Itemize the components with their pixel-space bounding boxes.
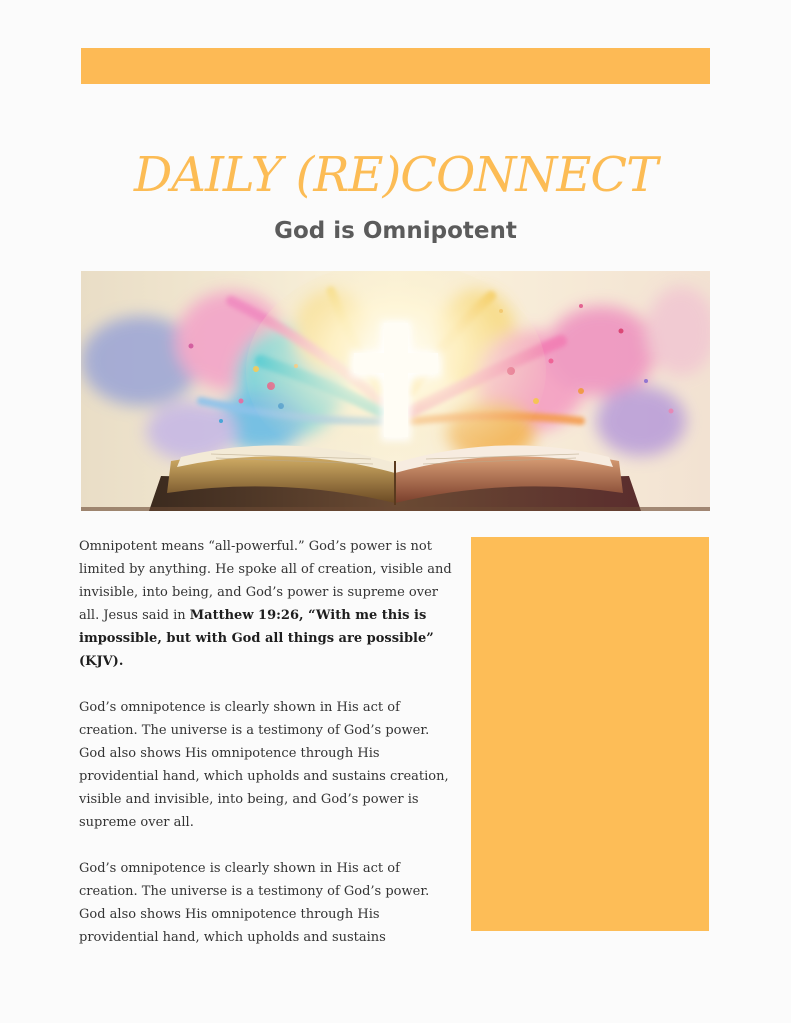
paragraph-2: God’s omnipotence is clearly shown in His act of creation. The universe is a testimony of God’s power. God also shows His omnipotence through His providential hand, which upholds and sustains creation, visible and invisible, into being, and God’s power is supreme over all. [79,700,449,830]
bible-cross-illustration [81,271,710,511]
page-title: DAILY (RE)CONNECT [133,147,658,203]
top-accent-bar [81,48,710,84]
paragraph-1-text: Omnipotent means “all-powerful.” God’s power is not limited by anything. He spoke all of creation, visible and invisible, into being, and God’s power is supreme over all. Jesus said in [79,539,452,623]
scripture-quote: Matthew 19:26, “With me this is impossible, but with God all things are possible” (KJV). [79,608,434,669]
page-subtitle: God is Omnipotent [274,218,517,244]
article-body [79,535,459,972]
hero-image [81,271,710,511]
paragraph-1 [79,535,459,673]
side-accent-panel [471,537,709,931]
paragraph-3: God’s omnipotence is clearly shown in His act of creation. The universe is a testimony of God’s power. God also shows His omnipotence through His providential hand, which upholds and sustains [79,861,430,945]
